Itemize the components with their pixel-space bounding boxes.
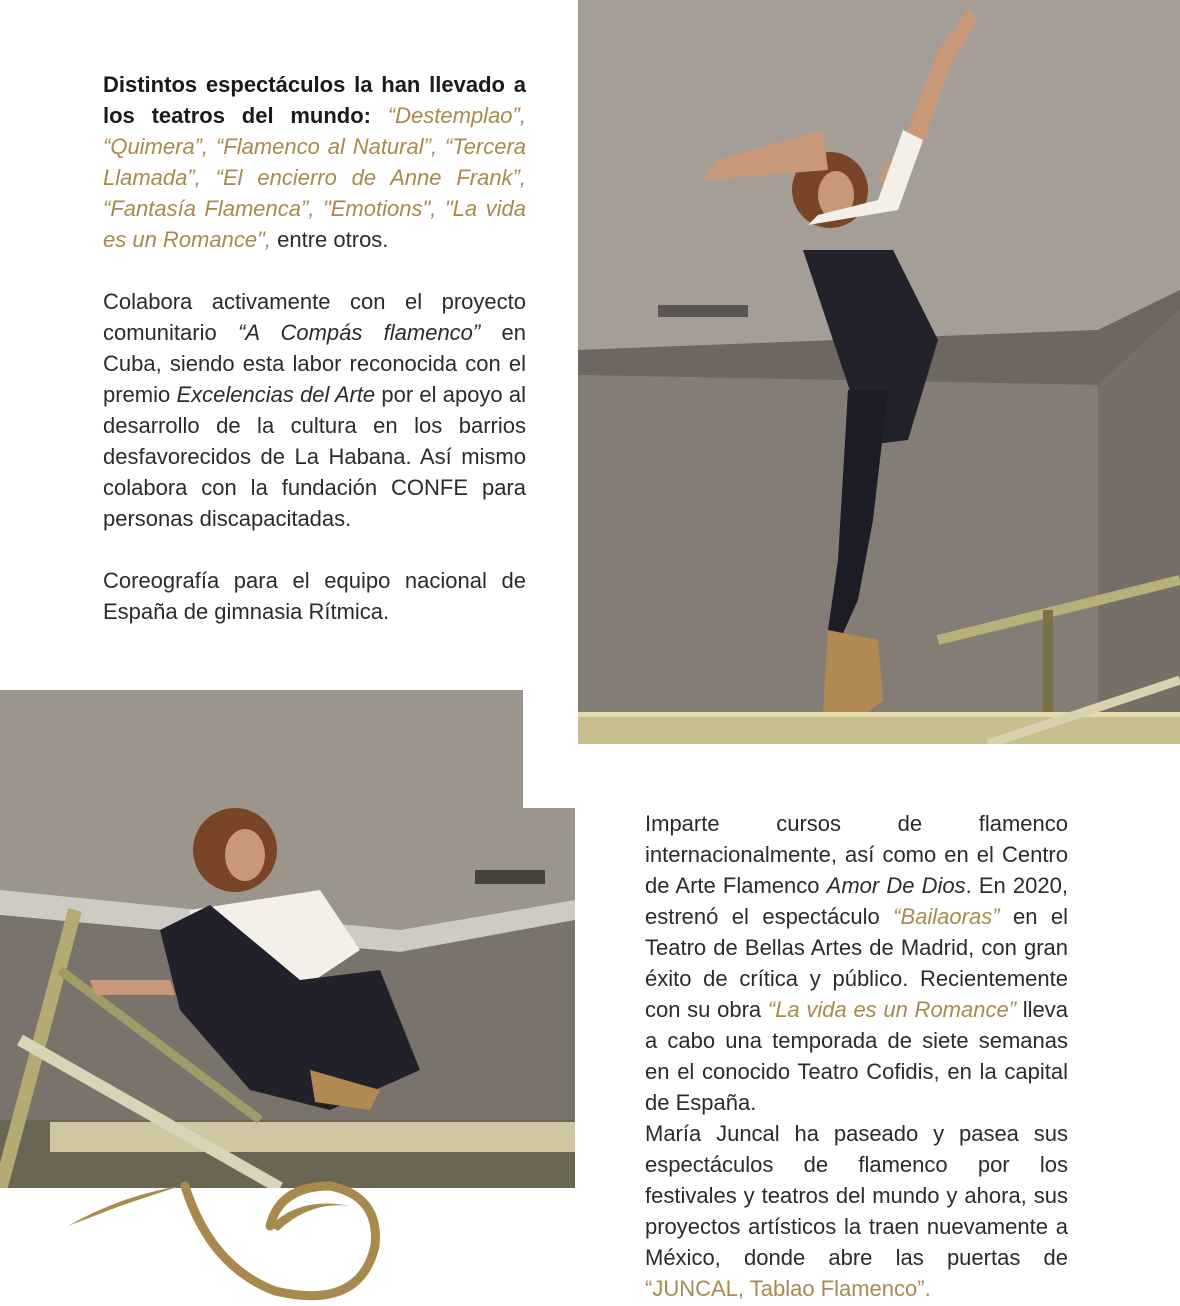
shows-intro: Distintos espectáculos la han llevado a los teatros del mundo:	[103, 72, 526, 128]
dancer-crouching-scaffold-photo	[0, 690, 575, 1188]
dancer-reaching-ceiling-photo	[578, 0, 1180, 744]
gold-flourish-ornament	[60, 1176, 420, 1306]
show-bailaoras: “Bailaoras”	[893, 904, 1000, 929]
school-name: Amor De Dios	[826, 873, 966, 898]
paragraph-community	[103, 286, 526, 534]
show-la-vida: “La vida es un Romance”	[767, 997, 1017, 1022]
paragraph-juncal	[645, 1118, 1068, 1304]
community-text-2: en Cuba, siendo esta labor reconocida con el premio	[103, 320, 526, 407]
community-project-name: “A Compás flamenco”	[238, 320, 481, 345]
paragraph-courses	[645, 808, 1068, 1118]
courses-text-3: en el Teatro de Bellas Artes de Madrid, con gran éxito de crítica y público. Recientemente con su obra	[645, 904, 1068, 1022]
paragraph-choreography: Coreografía para el equipo nacional de España de gimnasia Rítmica.	[103, 568, 526, 624]
award-name: Excelencias del Arte	[176, 382, 376, 407]
juncal-text: María Juncal ha paseado y pasea sus espectáculos de flamenco por los festivales y teatros del mundo y ahora, sus proyectos artísticos la traen nuevamente a México, donde abre las puertas de	[645, 1121, 1068, 1270]
tablao-name: “JUNCAL, Tablao Flamenco”.	[645, 1276, 931, 1301]
community-text-1: Colabora activamente con el proyecto comunitario	[103, 289, 526, 345]
shows-titles: “Destemplao”, “Quimera”, “Flamenco al Natural”, “Tercera Llamada”, “El encierro de Anne Frank”, “Fantasía Flamenca”, "Emotions", "La vida es un Romance",	[103, 103, 526, 252]
courses-text-1: Imparte cursos de flamenco internacionalmente, así como en el Centro de Arte Flamenco	[645, 811, 1068, 898]
courses-text-4: lleva a cabo una temporada de siete semanas en el conocido Teatro Cofidis, en la capital de España.	[645, 997, 1069, 1115]
shows-tail: entre otros.	[277, 227, 389, 252]
community-text-3: por el apoyo al desarrollo de la cultura en los barrios desfavorecidos de La Habana. Así mismo colabora con la fundación CONFE para personas discapacitadas.	[103, 382, 526, 531]
courses-text-2: . En 2020, estrenó el espectáculo	[645, 873, 1068, 929]
paragraph-shows	[103, 69, 526, 255]
